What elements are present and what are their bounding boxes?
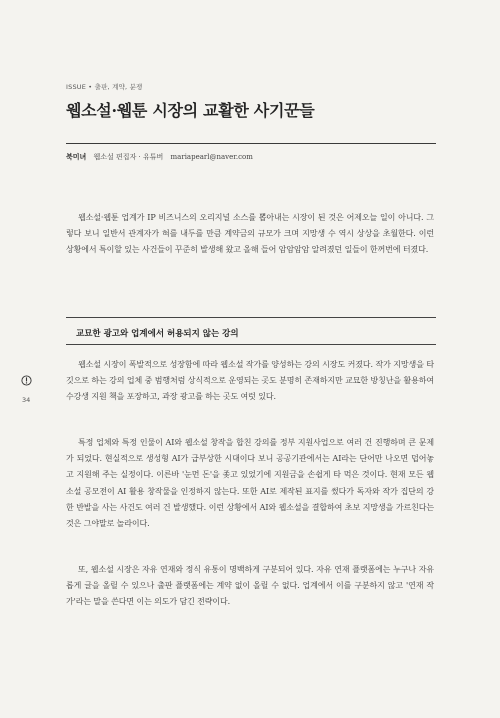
section-bottom-rule <box>66 344 436 345</box>
body-paragraph-1: 웹소설 시장이 폭발적으로 성장함에 따라 웹소설 작가를 양성하는 강의 시장도 커졌다. 작가 지망생을 타깃으로 하는 강의 업체 중 범행처럼 상식적으로 운영되는 곳도 분명히 존재하지만 교묘한 방칭난을 활용하여 수강생 지원 책을 포장하고, 과장 광고를 하는 곳도 여럿 있다. <box>66 360 434 402</box>
byline <box>66 152 253 162</box>
title-rule <box>66 143 436 144</box>
section-top-rule <box>66 317 436 318</box>
page-number: 34 <box>22 396 31 404</box>
issue-tag: ISSUE • 출판, 계약, 분쟁 <box>66 83 143 91</box>
exclamation-circle-icon <box>21 375 32 386</box>
body-paragraph-3: 또, 웹소설 시장은 자유 연재와 정식 유통이 명백하게 구분되어 있다. 자유 연재 플랫폼에는 누구나 자유롭게 글을 올릴 수 있으나 출판 플랫폼에는 계약 없이 올릴 수 없다. 업계에서 이를 구분하지 않고 '연재 작가'라는 말을 쓴다면 이는 의도가 담긴 전략이다. <box>66 565 434 607</box>
author-email: mariapearl@naver.com <box>170 153 253 161</box>
intro-paragraph: 웹소설·웹툰 업계가 IP 비즈니스의 오리지널 소스를 뽑아내는 시장이 된 것은 어제오늘 일이 아니다. 그렇다 보니 일반서 관계자가 혀를 내두를 만큼 계약금의 규모가 크며 지망생 수 역시 상상을 초월한다. 이런 상황에서 특이할 있는 사건들이 꾸준히 발생해 왔고 올해 들어 암암암암 알려졌던 일들이 한꺼번에 터졌다. <box>66 213 434 255</box>
section-heading: 교묘한 광고와 업계에서 허용되지 않는 강의 <box>76 329 239 339</box>
body-paragraph-2: 특정 업체와 특정 인물이 AI와 웹소설 창작을 합친 강의를 정부 지원사업으로 여러 건 진행하며 큰 문제가 되었다. 현실적으로 생성형 AI가 급부상한 시대이다 보니 공공기관에서는 AI라는 단어만 나오면 덥어놓고 지원해 주는 실정이다. 이른바 '눈먼 돈'을 좇고 있었기에 지원금을 손쉽게 타 먹은 것이다. 현재 모든 웹소설 공모전이 AI 활용 창작물을 인정하지 않는다. 또한 AI로 제작된 표지를 썼다가 독자와 작가 집단의 강한 반발을 사는 사건도 여러 건 발생했다. 이런 상황에서 AI와 웹소설을 결합하여 초보 지망생을 가르친다는 것은 그야말로 놀라이다. <box>66 438 434 529</box>
author-name: 북미녀 <box>66 153 87 161</box>
author-role: 웹소설 편집자 · 유튜버 <box>93 153 164 161</box>
article-title: 웹소설·웹툰 시장의 교활한 사기꾼들 <box>66 101 315 120</box>
